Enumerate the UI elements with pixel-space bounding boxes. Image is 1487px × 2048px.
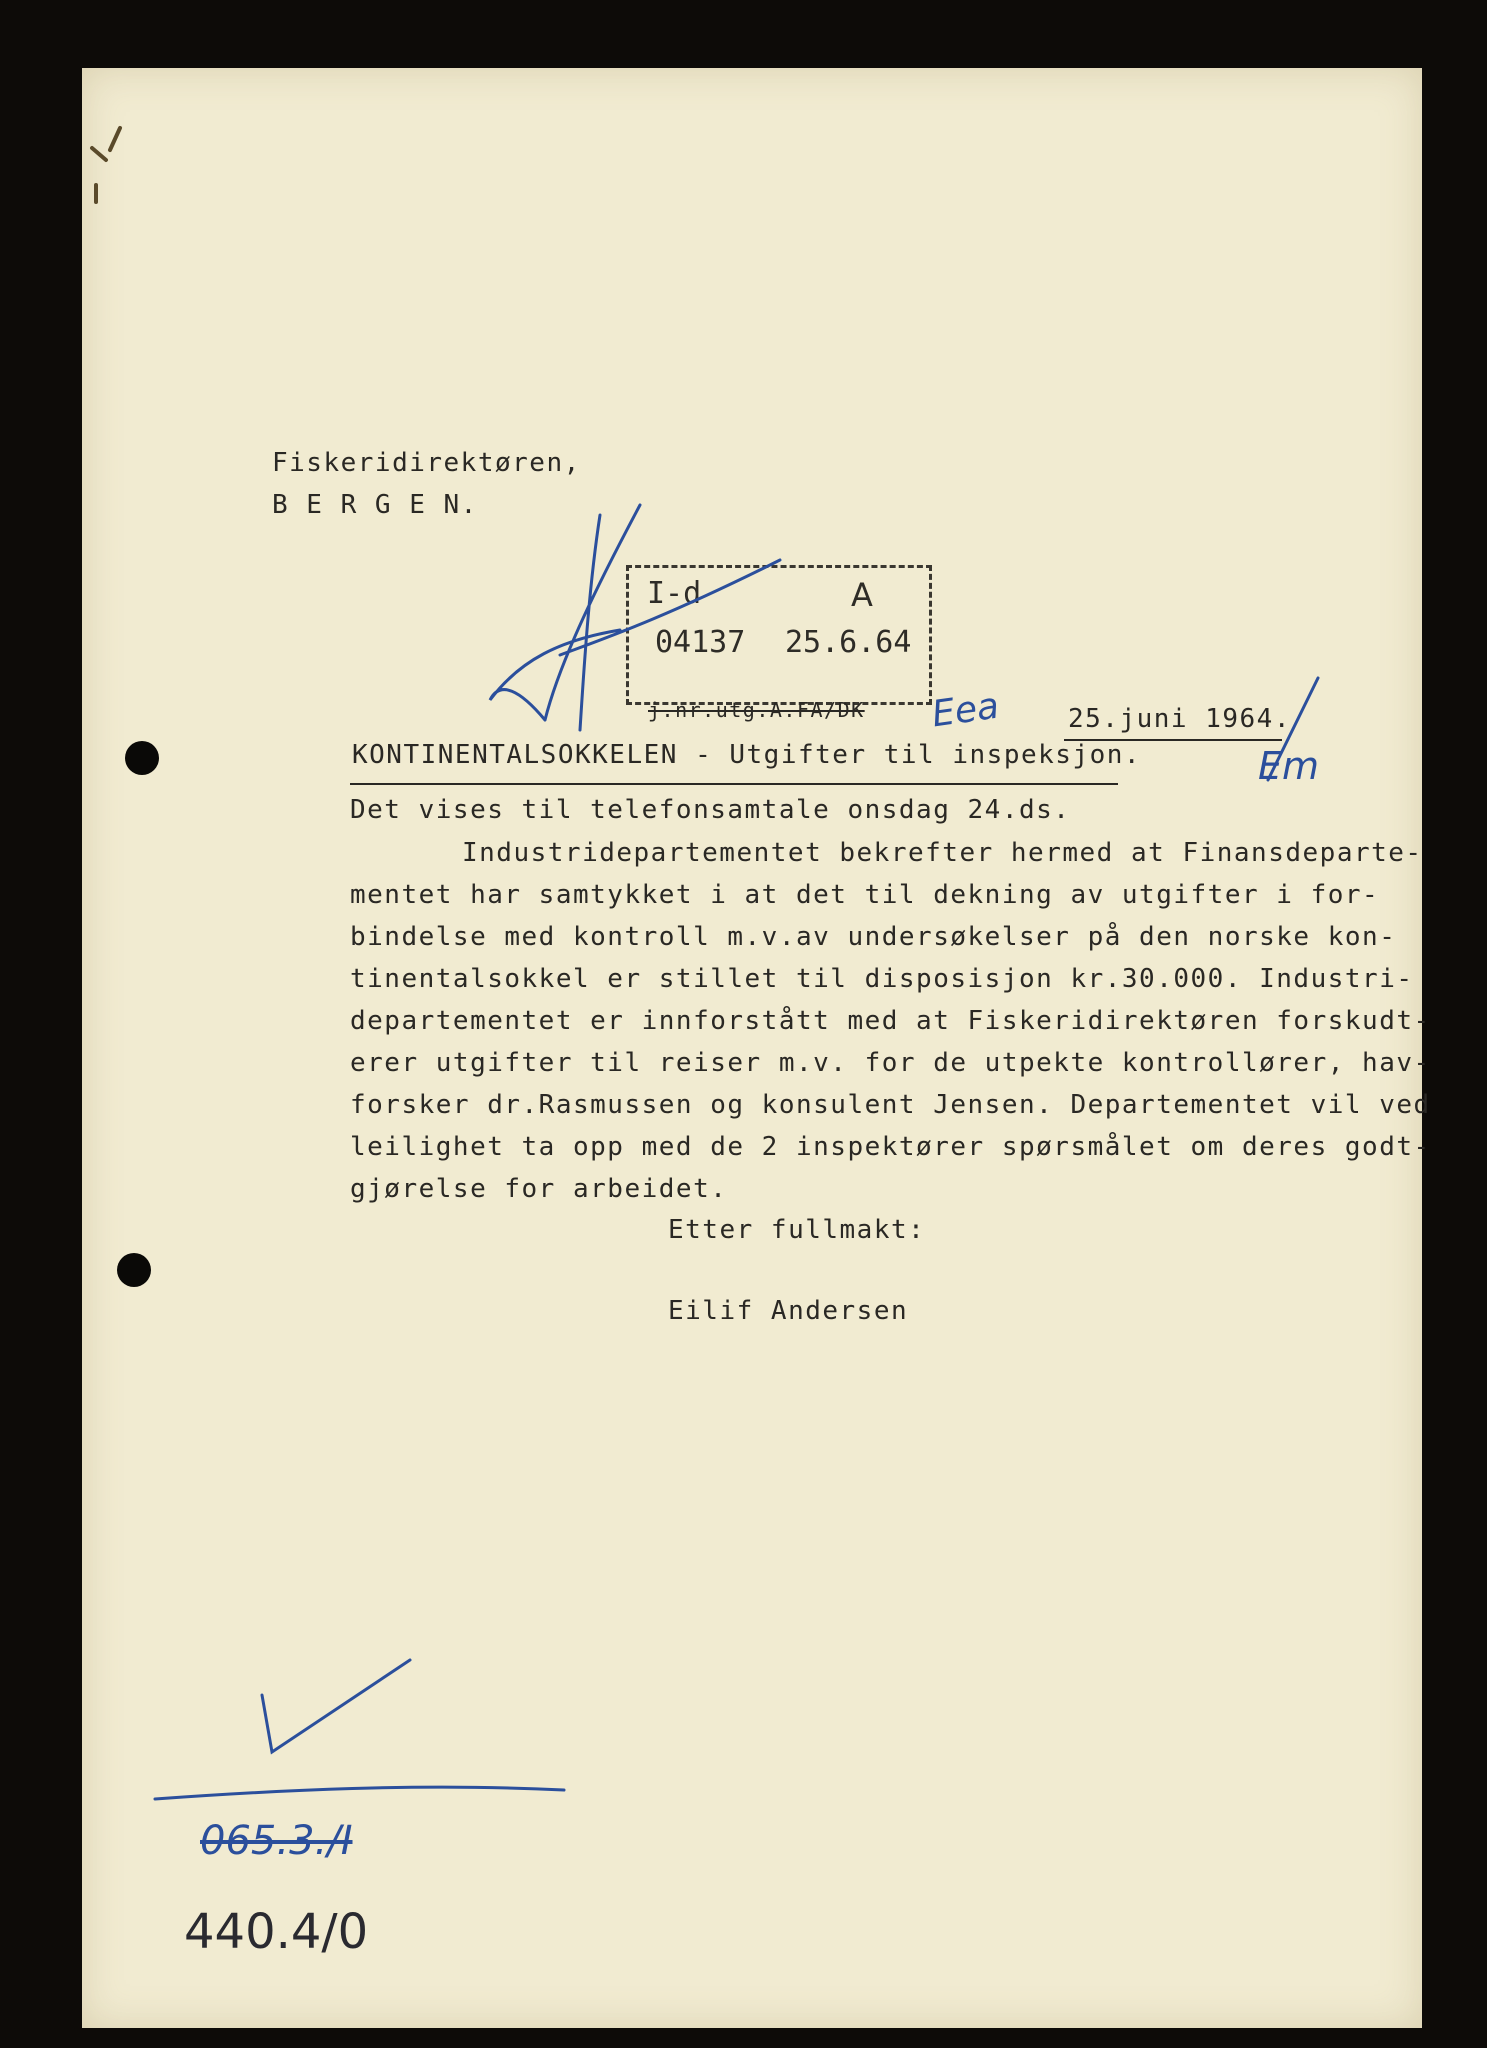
file-code-rule <box>155 1787 564 1799</box>
handwritten-file-old: 065.3./I <box>200 1818 353 1864</box>
body-line: mentet har samtykket i at det til dekning av utgifter i for- <box>350 880 1380 910</box>
corner-mark <box>92 128 120 202</box>
signature-scribble <box>490 505 780 730</box>
body-line: tinentalsokkel er stillet til disposisjon kr.30.000. Industri- <box>350 964 1414 994</box>
closing-authority: Etter fullmakt: <box>668 1215 926 1245</box>
body-line: forsker dr.Rasmussen og konsulent Jensen. Departementet vil ved <box>350 1090 1431 1120</box>
check-mark <box>262 1660 410 1752</box>
letter-date: 25.juni 1964. <box>1068 704 1291 734</box>
handwritten-initials-date: Eea <box>929 685 1002 736</box>
handwritten-initials-right: Em <box>1258 744 1320 788</box>
body-line: Industridepartementet bekrefter hermed at Finansdeparte- <box>462 838 1423 868</box>
body-line: gjørelse for arbeidet. <box>350 1174 728 1204</box>
closing-signatory: Eilif Andersen <box>668 1296 909 1326</box>
body-line: erer utgifter til reiser m.v. for de utpekte kontrollører, hav- <box>350 1048 1431 1078</box>
stamp-number: 04137 <box>655 625 746 660</box>
journal-reference: j.nr.utg.A.FA/DK <box>648 698 865 722</box>
body-line: departementet er innforstått med at Fiskeridirektøren forskudt- <box>350 1006 1431 1036</box>
stamp-letter: A <box>851 576 873 614</box>
body-line: leilighet ta opp med de 2 inspektører spørsmålet om deres godt- <box>350 1132 1431 1162</box>
addressee-name: Fiskeridirektøren, <box>272 448 581 478</box>
body-line: bindelse med kontroll m.v.av undersøkelser på den norske kon- <box>350 922 1397 952</box>
addressee-city: B E R G E N. <box>272 490 478 520</box>
stamp-date: 25.6.64 <box>785 625 912 660</box>
stamp-dept: I-d <box>647 576 702 611</box>
handwritten-file-new: 440.4/0 <box>184 1904 369 1960</box>
body-intro: Det vises til telefonsamtale onsdag 24.ds. <box>350 795 1071 825</box>
letter-subject: KONTINENTALSOKKELEN - Utgifter til inspeksjon. <box>352 740 1142 770</box>
slash-mark <box>1268 678 1318 780</box>
